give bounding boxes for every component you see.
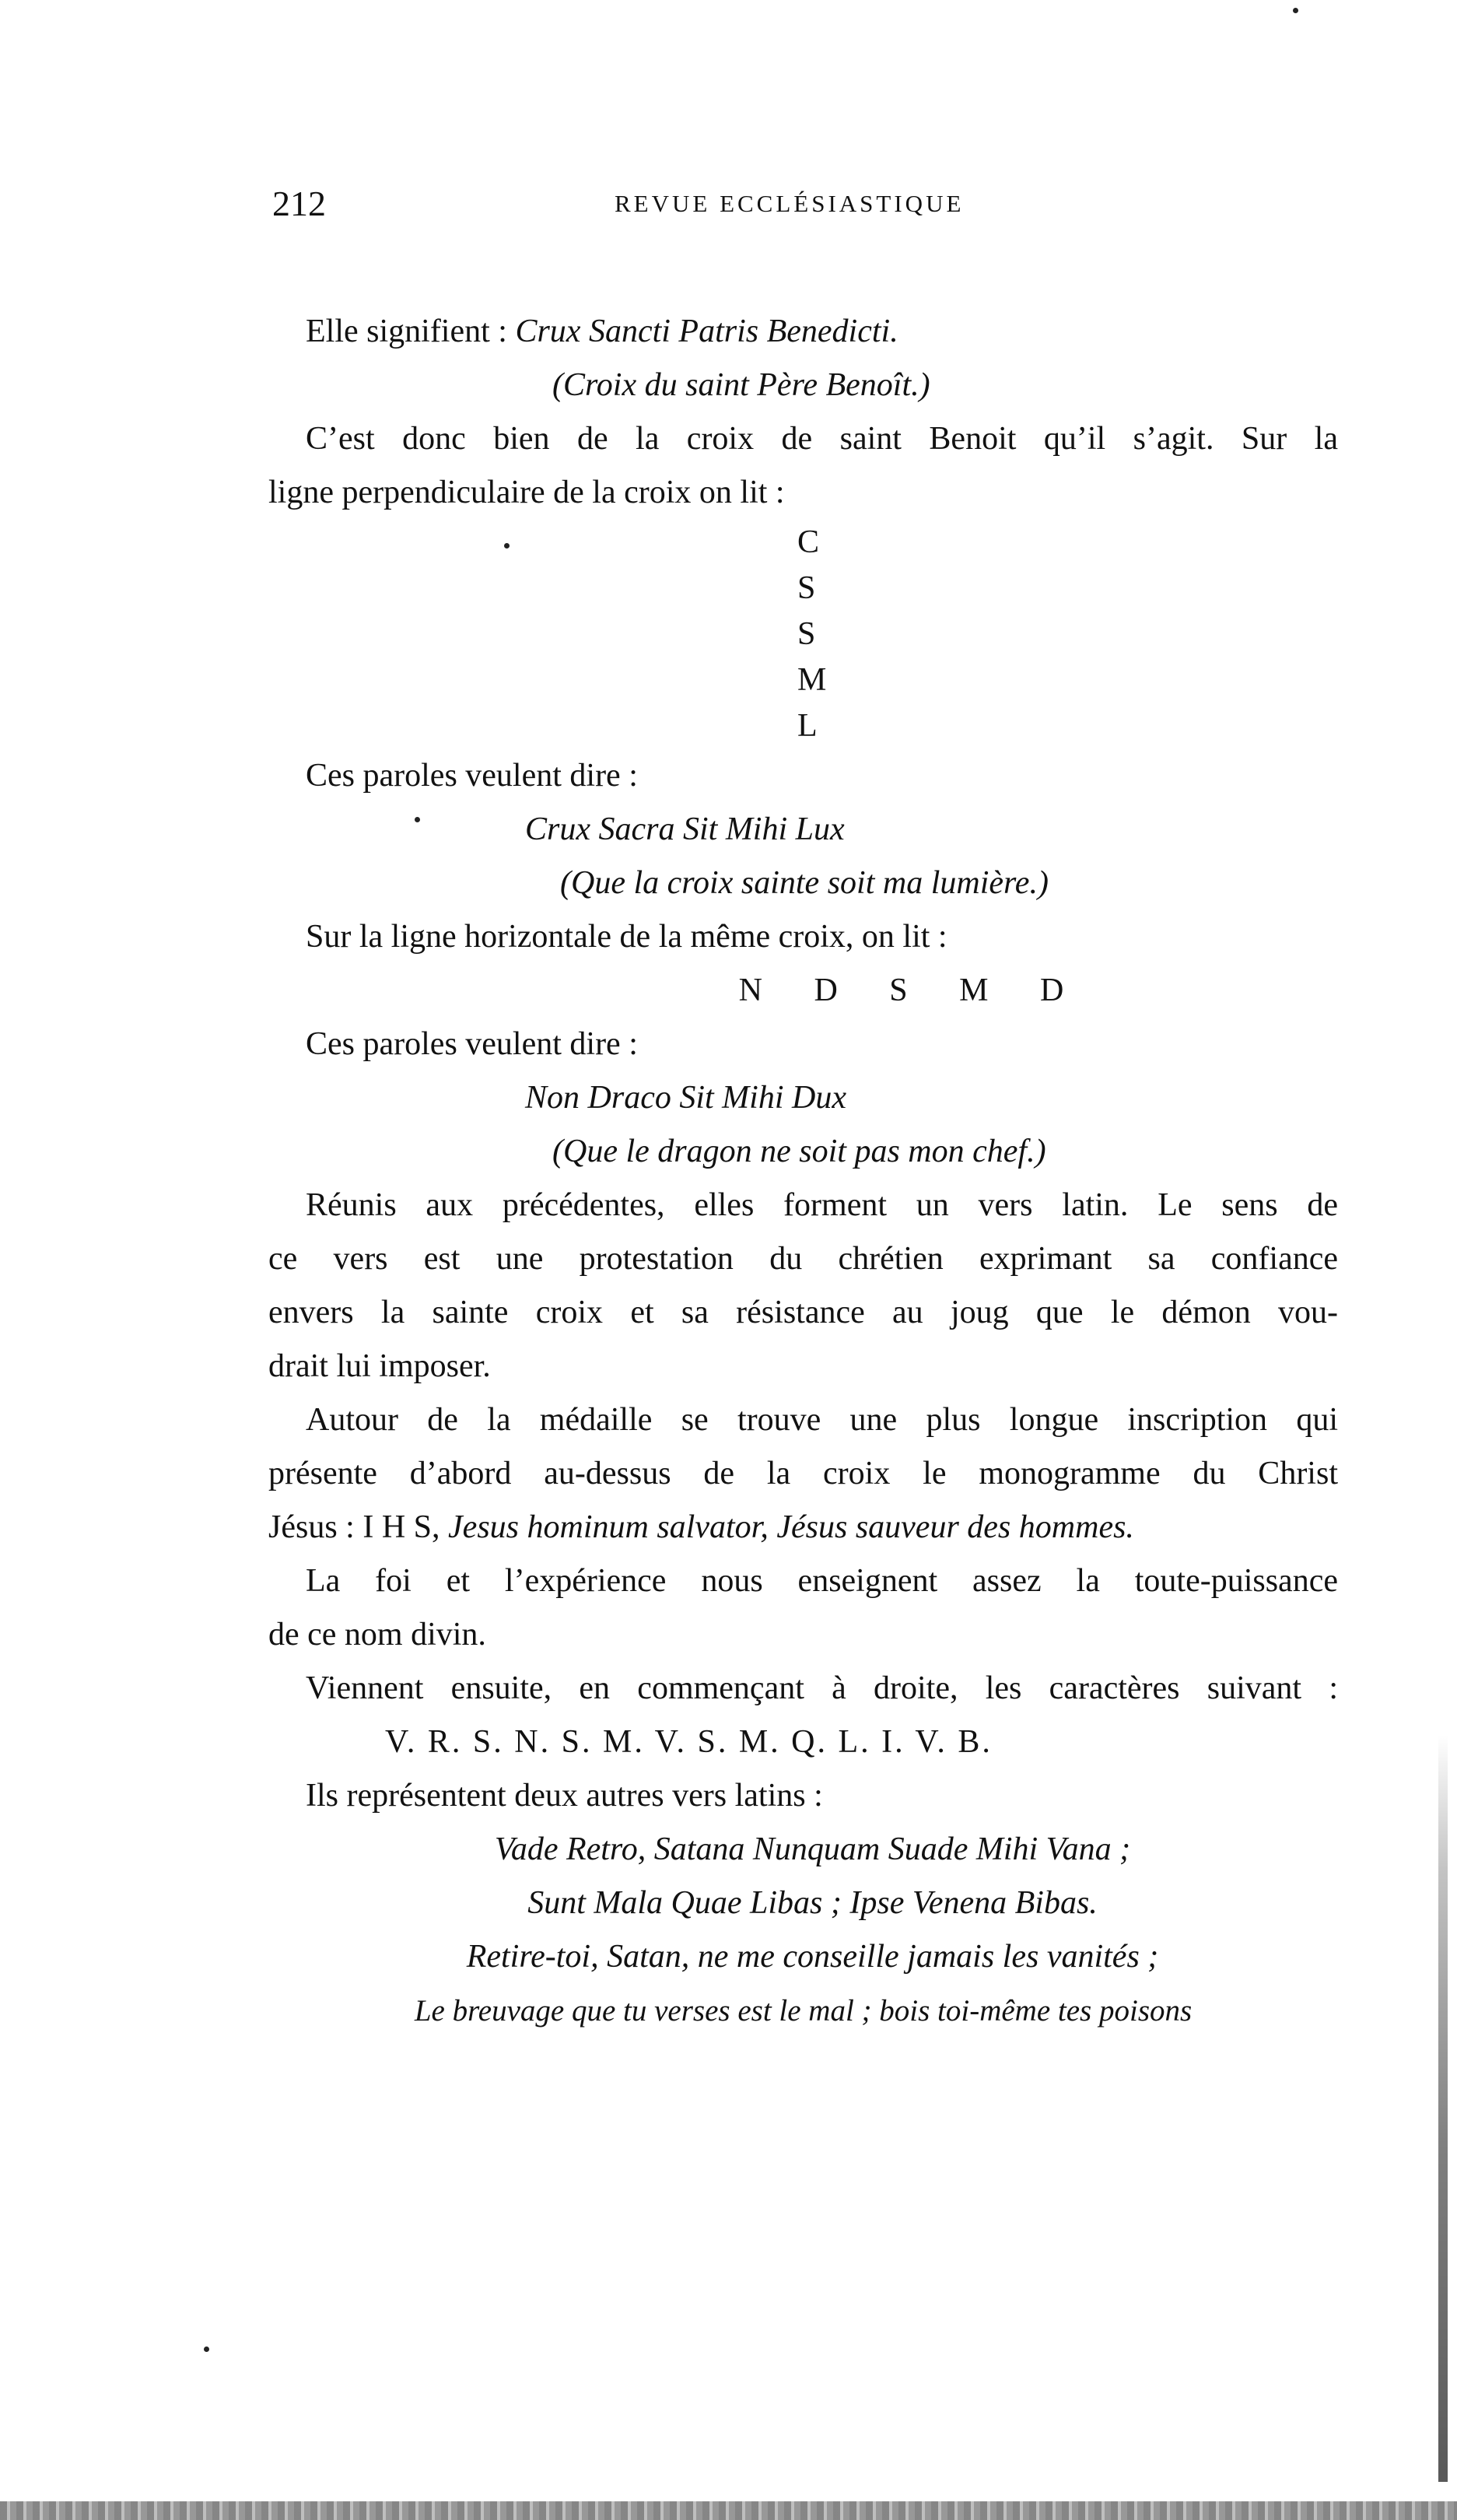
text-line-6: Ces paroles veulent dire : xyxy=(306,1026,638,1062)
text-fragment-1: Elle signifient : xyxy=(306,314,516,349)
text-line-4: Ces paroles veulent dire : xyxy=(306,758,638,794)
text-line-11: Autour de la médaille se trouve une plus longue inscription qui xyxy=(306,1402,1338,1438)
horizontal-letters: N D S M D xyxy=(738,973,1086,1008)
cross-letter-s1: S xyxy=(797,570,816,606)
text-line-17: Ils représentent deux autres vers latins : xyxy=(306,1778,823,1814)
text-line-1 xyxy=(268,305,1338,359)
translation-line-1: (Croix du saint Père Benoît.) xyxy=(552,367,930,403)
latin-phrase-1: Crux Sancti Patris Benedicti. xyxy=(515,314,898,349)
text-line-12: présente d’abord au-dessus de la croix le monogramme du Christ xyxy=(268,1456,1338,1491)
text-line-2: C’est donc bien de la croix de saint Benoit qu’il s’agit. Sur la xyxy=(306,421,1338,457)
text-line-3: ligne perpendiculaire de la croix on lit : xyxy=(268,475,785,510)
scan-speck xyxy=(1293,8,1298,13)
poem-line-1: Vade Retro, Satana Nunquam Suade Mihi Vana ; xyxy=(494,1831,1131,1867)
monogram-intro: Jésus : I H S, xyxy=(268,1509,449,1545)
text-line-8: ce vers est une protestation du chrétien exprimant sa confiance xyxy=(268,1241,1338,1277)
scan-speck xyxy=(415,817,420,822)
text-line-13 xyxy=(268,1501,1338,1554)
poem-line-3: Retire-toi, Satan, ne me conseille jamais les vanités ; xyxy=(466,1939,1159,1975)
page-header xyxy=(272,181,1338,227)
running-title: REVUE ECCLÉSIASTIQUE xyxy=(615,190,965,217)
cross-letter-c: C xyxy=(797,524,820,560)
text-line-10: drait lui imposer. xyxy=(268,1348,491,1384)
monogram-translation: Jesus hominum salvator, Jésus sauveur des hommes. xyxy=(448,1509,1134,1545)
text-line-15: de ce nom divin. xyxy=(268,1617,486,1653)
scan-edge-right xyxy=(1438,1735,1448,2482)
article-text xyxy=(268,305,1338,2038)
text-line-7: Réunis aux précédentes, elles forment un vers latin. Le sens de xyxy=(306,1187,1338,1223)
text-line-9: envers la sainte croix et sa résistance au joug que le démon vou- xyxy=(268,1295,1338,1330)
cross-letter-l: L xyxy=(797,708,818,744)
abbreviations-line: V. R. S. N. S. M. V. S. M. Q. L. I. V. B. xyxy=(385,1724,993,1760)
scan-speck xyxy=(504,543,510,549)
poem-line-4: Le breuvage que tu verses est le mal ; bois toi-même tes poisons xyxy=(414,1994,1193,2028)
text-line-16: Viennent ensuite, en commençant à droite, les caractères suivant : xyxy=(306,1670,1338,1706)
translation-line-2: (Que la croix sainte soit ma lumière.) xyxy=(560,865,1049,901)
scan-speck xyxy=(204,2347,209,2352)
text-line-14: La foi et l’expérience nous enseignent assez la toute-puissance xyxy=(306,1563,1338,1599)
cross-letter-m: M xyxy=(797,662,827,698)
latin-verse-2: Non Draco Sit Mihi Dux xyxy=(525,1080,846,1116)
scan-edge-bottom xyxy=(0,2501,1457,2520)
text-line-5: Sur la ligne horizontale de la même croix, on lit : xyxy=(306,919,947,955)
cross-letter-s2: S xyxy=(797,616,816,652)
latin-verse-1: Crux Sacra Sit Mihi Lux xyxy=(525,811,845,847)
page-number: 212 xyxy=(272,184,326,223)
poem-line-2: Sunt Mala Quae Libas ; Ipse Venena Bibas. xyxy=(527,1885,1098,1921)
translation-line-3: (Que le dragon ne soit pas mon chef.) xyxy=(552,1134,1046,1169)
